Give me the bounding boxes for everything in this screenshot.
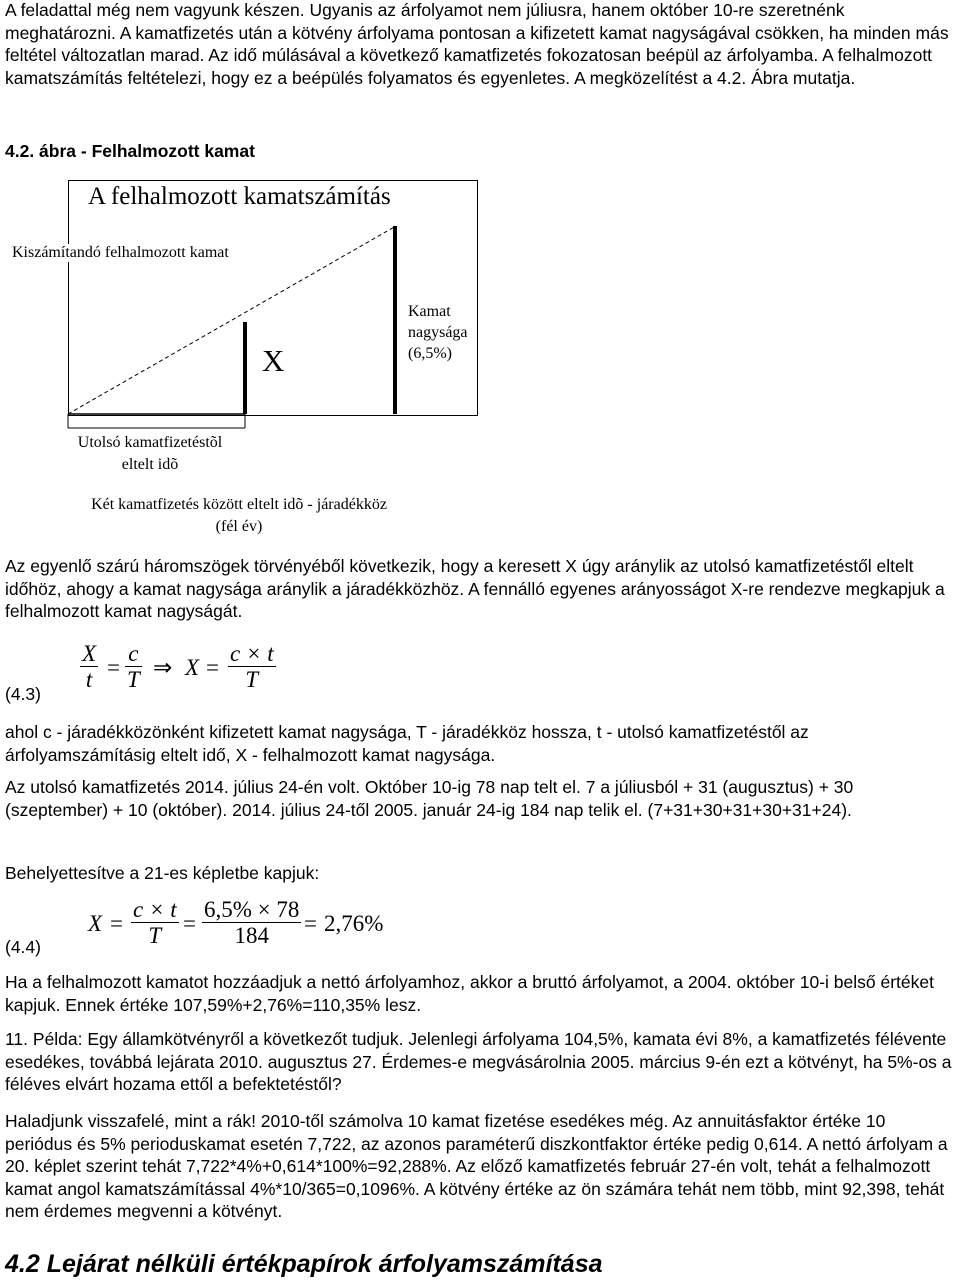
implies-arrow-icon: ⇒ — [153, 655, 173, 680]
elapsed-time-label-line1: Utolsó kamatfizetéstõl — [77, 434, 223, 451]
accrued-interest-diagram — [0, 0, 960, 560]
date-calculation-paragraph: Az utolsó kamatfizetés 2014. július 24-én volt. Október 10-ig 78 nap telt el. 7 a júliusból + 31 (augusztus) + 30 (szeptember) + 10 (október). 2014. július 24-től 2005. január 24-ig 184 nap telik el. (7+31+30+31+30+31+24). — [5, 777, 854, 820]
figure-caption: 4.2. ábra - Felhalmozott kamat — [5, 141, 255, 161]
coupon-size-label-line1: Kamat — [408, 303, 451, 320]
solution-paragraph: Haladjunk visszafelé, mint a rák! 2010-től számolva 10 kamat fizetése esedékes még. Az annuitásfaktor értéke 10 periódus és 5% perioduskamat esetén 7,722, az azonos paraméterű diszkontfaktor értéke pedig 0,614. A nettó árfolyam a 20. képlet szerint tehát 7,722*4%+0,614*100%=92,288%. Az előző kamatfizetés február 27-én volt, tehát a felhalmozott kamat angol kamatszámítással 4%*10/365=0,1096%. A kötvény értéke az ön számára tehát nem több, mint 92,398, tehát nem érdemes megvenni a kötvényt. — [5, 1111, 948, 1221]
fraction-numerator: c × t — [133, 897, 177, 922]
triangle-explanation-paragraph: Az egyenlő szárú háromszögek törvényéből következik, hogy a keresett X úgy aránylik az utolsó kamatfizetéstől eltelt időhöz, ahogy a kamat nagysága aránylik a járadékközhöz. A fennálló egyenes arányosságot X-re rendezve megkapjuk a felhalmozott kamat nagyságát. — [5, 556, 945, 621]
equation-4-3-label: (4.3) — [5, 684, 41, 704]
fraction-numerator: 6,5% × 78 — [204, 897, 300, 922]
coupon-size-label-line2: nagysága — [408, 324, 468, 341]
figure-title: A felhalmozott kamatszámítás — [88, 183, 391, 210]
equation-4-4-fraction-ct-over-t — [131, 897, 179, 948]
coupon-period-label — [44, 494, 434, 538]
equals-sign: = — [183, 911, 196, 936]
example-11-paragraph: 11. Példa: Egy államkötvényről a következőt tudjuk. Jelenlegi árfolyama 104,5%, kamata évi 8%, a kamatfizetés félévente esedékes, továbbá lejárata 2010. augusztus 27. Érdemes-e megvásárolnia 2005. március 9-én ezt a kötvényt, ha 5%-os a féléves elvárt hozama ettől a befektetéstől? — [5, 1029, 952, 1094]
equation-4-3-fraction-c-over-t — [125, 641, 142, 692]
equals-sign: = — [110, 911, 123, 936]
fraction-denominator: T — [148, 923, 162, 949]
fraction-numerator: X — [82, 641, 97, 666]
x-label: X — [262, 343, 285, 378]
section-heading: 4.2 Lejárat nélküli értékpapírok árfolyamszámítása — [5, 1250, 603, 1278]
fraction-numerator: c × t — [230, 641, 274, 666]
coupon-period-label-line2: (fél év) — [215, 518, 263, 535]
coupon-period-label-line1: Két kamatfizetés között eltelt idõ - járadékköz — [91, 496, 387, 513]
symbol-definitions-paragraph: ahol c - járadékközönként kifizetett kamat nagysága, T - járadékköz hossza, t - utolsó kamatfizetéstől az árfolyamszámításig eltelt idő, X - felhalmozott kamat nagysága. — [5, 722, 809, 765]
equation-4-4-lhs: X — [88, 911, 103, 936]
equation-4-3-lhs: X — [185, 655, 200, 680]
equation-4-3-fraction-ct-over-t — [228, 641, 276, 692]
fraction-denominator: 184 — [234, 923, 269, 949]
equals-sign: = — [206, 655, 219, 680]
fraction-numerator: c — [128, 641, 139, 666]
accrued-interest-label: Kiszámítandó felhalmozott kamat — [12, 244, 229, 261]
equation-4-4-label: (4.4) — [5, 937, 41, 957]
equals-sign: = — [107, 655, 120, 680]
substitution-paragraph: Behelyettesítve a 21-es képletbe kapjuk: — [5, 863, 320, 883]
intro-paragraph: A feladattal még nem vagyunk készen. Ugyanis az árfolyamot nem júliusra, hanem október 10-re szeretnénk meghatározni. A kamatfizetés után a kötvény árfolyama pontosan a kifizetett kamat nagyságával csökken, ha minden más feltétel változatlan marad. Az idő múlásával a következő kamatfizetés fokozatosan beépül az árfolyamba. A felhalmozott kamatszámítás feltételezi, hogy ez a beépülés folyamatos és egyenletes. A megközelítést a 4.2. Ábra mutatja. — [5, 0, 949, 88]
coupon-size-label — [408, 301, 468, 364]
elapsed-time-label-line2: eltelt idõ — [121, 456, 179, 473]
fraction-denominator: t — [85, 667, 93, 693]
fraction-denominator: T — [245, 667, 259, 693]
equals-sign: = — [304, 911, 317, 936]
equation-4-4-result: 2,76% — [324, 911, 384, 936]
equation-4-3-fraction-x-over-t — [80, 641, 98, 692]
elapsed-time-label — [70, 432, 230, 476]
coupon-size-label-line3: (6,5%) — [408, 345, 452, 362]
gross-price-paragraph: Ha a felhalmozott kamatot hozzáadjuk a nettó árfolyamhoz, akkor a bruttó árfolyamot, a 2004. október 10-i belső értéket kapjuk. Ennek értéke 107,59%+2,76%=110,35% lesz. — [5, 972, 934, 1015]
equation-4-4-fraction-values — [202, 897, 301, 948]
fraction-denominator: T — [127, 667, 140, 693]
